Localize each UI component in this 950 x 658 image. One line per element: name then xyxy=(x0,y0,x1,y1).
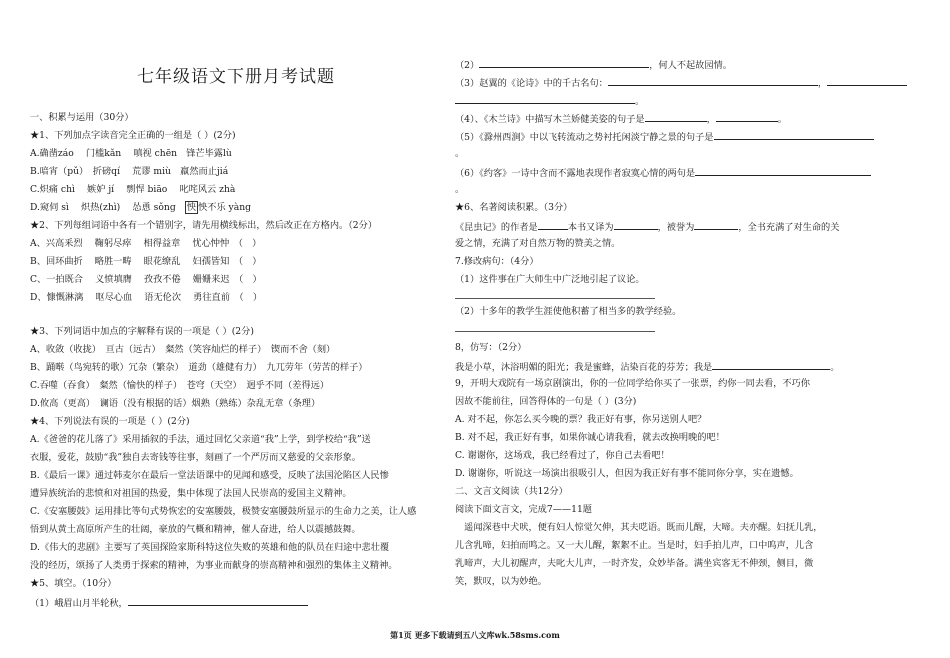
q4-option-c-line2: 悟到从黄土高原所产生的壮阔，豪放的气概和精神，催人奋进，给人以震撼鼓舞。 xyxy=(30,524,361,535)
q5-item-1: （1）峨眉山月半轮秋， xyxy=(30,596,308,610)
q4-option-a-line1: A.《爸爸的花儿落了》采用插叙的手法，通过回忆父亲道“我”上学，到学校给“我”送 xyxy=(30,434,371,445)
answer-blank[interactable] xyxy=(645,112,707,122)
q4-option-d-line1: D.《伟大的悲剧》主要写了英国探险家斯科特这位失败的英雄和他的队员在归途中悲壮覆 xyxy=(30,542,390,553)
q1-option-d: D.窥伺 sì 炽热(zhì) 怂恿 sǒng 怏 怏不乐 yàng xyxy=(30,202,252,213)
page-title: 七年级语文下册月考试题 xyxy=(137,67,335,87)
boxed-char: 怏 xyxy=(186,202,197,213)
section-2-heading: 二、文言文阅读（共12分） xyxy=(455,486,568,497)
page-footer: 第1页 更多下载请到五八文库wk.58sms.com xyxy=(390,630,560,640)
q9-option-d: D. 谢谢你，听说这一场演出很吸引人，但因为我正好有事不能同你分享，实在遗憾。 xyxy=(455,468,799,479)
question-6: ★6、名著阅读积累。（3分） xyxy=(455,202,573,213)
q5-item-3: （3）赵翼的《论诗》中的千古名句： ， xyxy=(455,76,907,90)
question-8: 8，仿写：（2分） xyxy=(455,342,527,353)
q5-item-4: （4）、《木兰诗》中描写木兰娇健美姿的句子是 ， 。 xyxy=(455,114,787,125)
answer-blank[interactable] xyxy=(712,360,830,370)
q3-option-c: C.吞噬（吞食） 粲然（愉快的样子） 苍穹（天空） 迥乎不同（差得远） xyxy=(30,380,330,391)
answer-line[interactable] xyxy=(455,298,655,299)
q4-option-d-line2: 没的经历，颂扬了人类勇于探索的精神，为事业而献身的崇高精神和强烈的集体主义精神。 xyxy=(30,560,398,571)
passage-line-4: 笑，默叹，以为妙绝。 xyxy=(455,576,547,587)
passage-line-3: 乳啼声，大儿初醒声，夫叱大儿声，一时齐发，众妙毕备。满坐宾客无不伸颈，侧目，微 xyxy=(455,558,814,569)
q3-option-a: A、收敛（收拢） 亘古（远古） 粲然（笑容灿烂的样子） 锲而不舍（刻） xyxy=(30,344,336,355)
answer-blank[interactable] xyxy=(128,596,308,606)
q2-option-d: D、慷慨淋漓 呕尽心血 语无伦次 勇往直前 （ ） xyxy=(30,292,263,303)
answer-blank[interactable] xyxy=(827,76,907,86)
q1-option-a: A.确凿záo 门槛kǎn 嗔视 chēn 锋芒毕露lù xyxy=(30,148,232,159)
q8-prompt: 我是小草，沐浴明媚的阳光；我是蜜蜂，沾染百花的芬芳；我是 。 xyxy=(455,362,840,373)
question-2: ★2、下列每组词语中各有一个错别字，请先用横线标出，然后改正在方格内。（2分） xyxy=(30,220,378,231)
q9-option-b: B. 对不起，我正好有事，如果你诚心请我看，就去改换明晚的吧！ xyxy=(455,432,725,443)
answer-blank[interactable] xyxy=(694,220,738,230)
answer-blank[interactable] xyxy=(608,76,818,86)
passage-line-1: 遥闻深巷中犬吠，便有妇人惊觉欠伸，其夫呓语。既而儿醒，大啼。夫亦醒。妇抚儿乳， xyxy=(455,522,823,533)
q4-option-c-line1: C.《安塞腰鼓》运用排比等句式势恢宏的安塞腰鼓，极赞安塞腰鼓所显示的生命力之美，让人感 xyxy=(30,506,417,517)
q5-item-5: （5）《滁州西涧》中以飞转流动之势衬托闲淡宁静之景的句子是 xyxy=(455,130,874,144)
question-9-line1: 9，开明大戏院有一场京剧演出，你的一位同学给你买了一张票，约你一同去看，不巧你 xyxy=(455,378,810,389)
q5-item-6-end: 。 xyxy=(455,184,465,195)
question-7: 7.修改病句：（4分） xyxy=(455,256,539,267)
q3-option-d: D.攸高（更高） 谰语（没有根据的话）烟熟（熟练）杂乱无章（条理） xyxy=(30,398,321,409)
answer-line[interactable] xyxy=(455,331,655,332)
q4-option-b-line2: 遭异族统治的悲愤和对祖国的热爱，集中体现了法国人民崇高的爱国主义精神。 xyxy=(30,488,352,499)
answer-blank[interactable] xyxy=(695,166,871,176)
q6-line1: 《昆虫记》的作者是 本书又译为 ，被誉为 ，全书充满了对生命的关 xyxy=(455,222,840,233)
passage-line-2: 儿含乳啼，妇拍而鸣之。又一大儿醒，絮絮不止。当是时，妇手拍儿声，口中呜声，儿含 xyxy=(455,540,814,551)
reading-instruction: 阅读下面文言文，完成7——11题 xyxy=(455,504,592,515)
answer-blank[interactable] xyxy=(714,130,874,140)
q9-option-c: C. 谢谢你，这场戏，我已经看过了，你自己去看吧！ xyxy=(455,450,670,461)
q6-line2: 爱之情，充满了对自然万物的赞美之情。 xyxy=(455,238,621,249)
q2-option-b: B、回环曲折 略胜一畴 眼花缭乱 妇孺皆知 （ ） xyxy=(30,256,262,267)
q2-option-c: C、一拍既合 义愤填膺 孜孜不倦 姗姗来迟 （ ） xyxy=(30,274,262,285)
question-4: ★4、下列说法有误的一项是（ ）(2分) xyxy=(30,416,190,427)
q3-option-b: B、踊啭（鸟宛转的歌）冗杂（繁杂） 道劲（雄健有力） 九兀劳年（劳苦的样子） xyxy=(30,362,368,373)
q5-item-6: （6）《约客》一诗中含而不露地表现作者寂寞心情的两句是 xyxy=(455,166,871,180)
q7-item-2: （2）十多年的教学生涯使他积蓄了相当多的教学经验。 xyxy=(455,306,682,317)
q5-item-2: （2） ，何人不起故园情。 xyxy=(455,60,732,71)
answer-blank[interactable] xyxy=(716,112,778,122)
question-9-line2: 因故不能前往，回答得体的一句是（ ）(3分) xyxy=(455,396,637,407)
question-5: ★5、填空。（10分） xyxy=(30,578,117,589)
answer-blank[interactable] xyxy=(479,58,649,68)
question-1: ★1、下列加点字读音完全正确的一组是（ ）(2分) xyxy=(30,130,236,141)
q4-option-a-line2: 衣服，爱花，鼓励“我”独自去寄钱等往事，刻画了一个严厉而又慈爱的父亲形象。 xyxy=(30,452,361,463)
q7-item-1: （1）这件事在广大师生中广泛地引起了议论。 xyxy=(455,274,645,285)
q5-item-5-end: 。 xyxy=(455,148,465,159)
section-heading: 一、积累与运用（30分） xyxy=(30,112,134,123)
q4-option-b-line1: B.《最后一课》通过韩麦尔在最后一堂法语课中的见闻和感受，反映了法国沦陷区人民惨 xyxy=(30,470,389,481)
answer-blank[interactable] xyxy=(614,220,658,230)
q5-item-3-cont: 。 xyxy=(455,94,644,108)
question-3: ★3、下列词语中加点的字解释有误的一项是（ ）(2分) xyxy=(30,326,254,337)
q1-option-c: C.炽痛 chì 嫉妒 jí 剽悍 biāo 叱咤风云 zhà xyxy=(30,184,236,195)
q9-option-a: A. 对不起，你怎么买今晚的票？我正好有事，你另送别人吧？ xyxy=(455,414,707,425)
q2-option-a: A、兴高釆烈 鞠躬尽瘁 相得益章 忧心忡忡 （ ） xyxy=(30,238,262,249)
q1-option-b: B.喑宵（pǔ） 折磅qí 荒谬 miù 羸然而止jiá xyxy=(30,166,229,177)
answer-blank[interactable] xyxy=(455,94,635,104)
answer-blank[interactable] xyxy=(538,220,568,230)
